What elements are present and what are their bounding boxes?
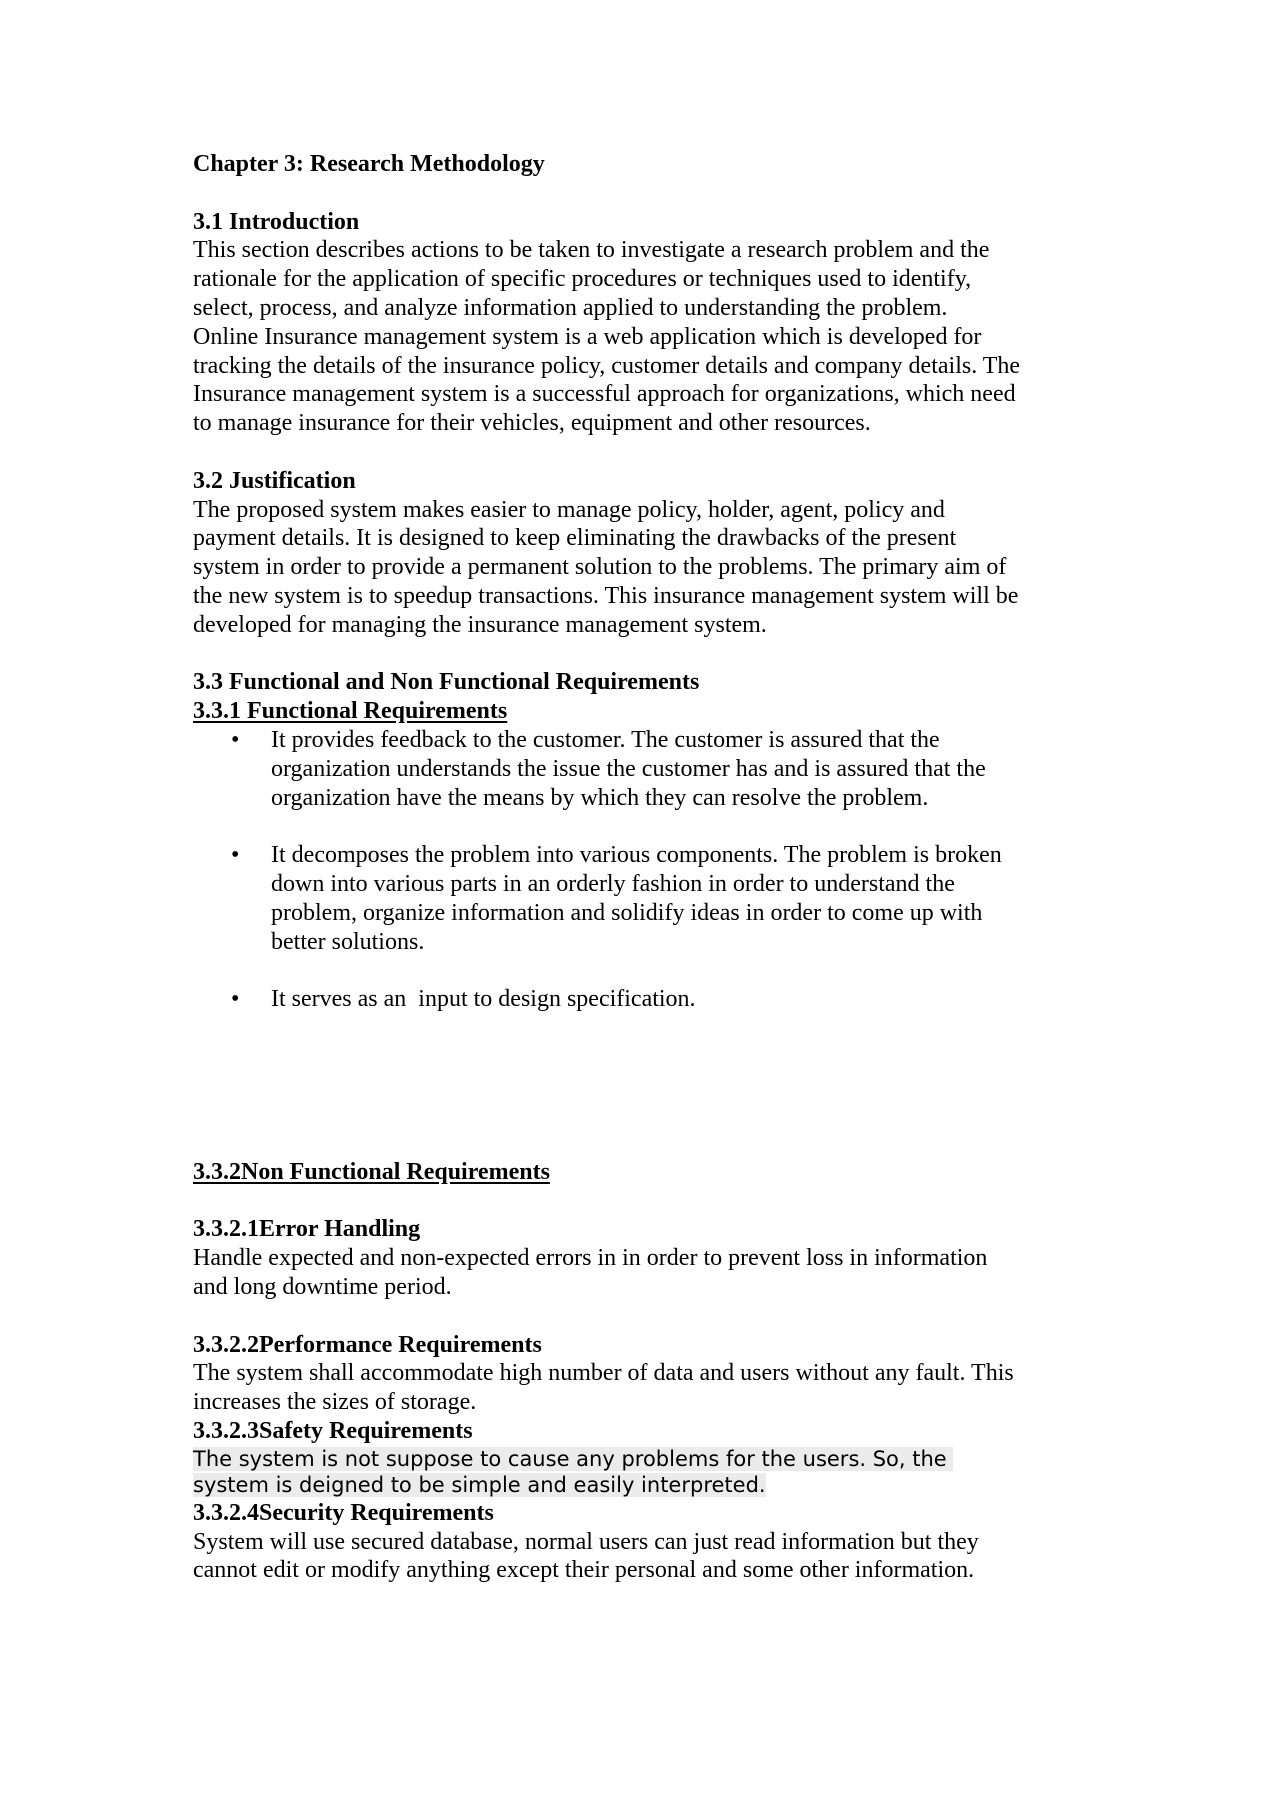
list-item-line: It decomposes the problem into various components. The problem is broken [271, 842, 1002, 869]
bullet-icon: • [231, 842, 240, 869]
paragraph-line: This section describes actions to be taken to investigate a research problem and the [193, 237, 990, 264]
spacer [193, 1302, 1093, 1331]
paragraph-line: The system shall accommodate high number of data and users without any fault. This [193, 1360, 1014, 1387]
heading-security: 3.3.2.4Security Requirements [193, 1499, 494, 1526]
paragraph-line: increases the sizes of storage. [193, 1389, 477, 1416]
list-item [193, 985, 1093, 1014]
document-page [193, 150, 1093, 1585]
bullet-icon: • [231, 986, 240, 1013]
list-item-line: It serves as an input to design specification. [271, 986, 696, 1013]
list-item-line: organization understands the issue the customer has and is assured that the [271, 755, 986, 782]
spacer [193, 1100, 1093, 1129]
heading-performance: 3.3.2.2Performance Requirements [193, 1331, 542, 1358]
spacer [193, 1129, 1093, 1158]
section-heading-introduction: 3.1 Introduction [193, 208, 360, 235]
spacer [193, 438, 1093, 467]
highlighted-text: system is deigned to be simple and easily interpreted. [193, 1473, 766, 1498]
list-item [193, 726, 1093, 812]
list-item-line: It provides feedback to the customer. The customer is assured that the [271, 726, 940, 753]
safety-paragraph [193, 1446, 1093, 1499]
highlighted-line [193, 1472, 1093, 1499]
paragraph-line: cannot edit or modify anything except their personal and some other information. [193, 1557, 975, 1584]
list-item-line: organization have the means by which they can resolve the problem. [271, 784, 929, 811]
subsection-heading-functional: 3.3.1 Functional Requirements [193, 698, 508, 725]
paragraph-line: rationale for the application of specific procedures or techniques used to identify, [193, 266, 972, 293]
paragraph-line: System will use secured database, normal users can just read information but they [193, 1528, 979, 1555]
paragraph-line: payment details. It is designed to keep eliminating the drawbacks of the present [193, 525, 957, 552]
spacer [193, 1014, 1093, 1043]
security-paragraph [193, 1528, 1093, 1586]
spacer [193, 1187, 1093, 1216]
spacer [193, 1043, 1093, 1072]
paragraph-line: developed for managing the insurance management system. [193, 611, 767, 638]
highlighted-line [193, 1446, 1093, 1473]
spacer [193, 640, 1093, 669]
heading-error-handling: 3.3.2.1Error Handling [193, 1216, 421, 1243]
paragraph-line: The proposed system makes easier to manage policy, holder, agent, policy and [193, 496, 945, 523]
list-item-line: down into various parts in an orderly fashion in order to understand the [271, 870, 955, 897]
functional-requirements-list [193, 726, 1093, 1014]
paragraph-line: Handle expected and non-expected errors in in order to prevent loss in information [193, 1245, 988, 1272]
performance-paragraph [193, 1359, 1093, 1417]
paragraph-line: the new system is to speedup transactions. This insurance management system will be [193, 582, 1019, 609]
spacer [193, 1072, 1093, 1101]
spacer [193, 179, 1093, 208]
spacer [193, 956, 1093, 985]
paragraph-line: Online Insurance management system is a web application which is developed for [193, 323, 982, 350]
list-item-line: problem, organize information and solidify ideas in order to come up with [271, 899, 983, 926]
error-handling-paragraph [193, 1244, 1093, 1302]
bullet-icon: • [231, 726, 240, 753]
paragraph-line: to manage insurance for their vehicles, equipment and other resources. [193, 410, 871, 437]
chapter-title: Chapter 3: Research Methodology [193, 151, 545, 177]
list-item [193, 841, 1093, 956]
section-heading-justification: 3.2 Justification [193, 467, 356, 494]
spacer [193, 812, 1093, 841]
heading-safety: 3.3.2.3Safety Requirements [193, 1418, 473, 1445]
justification-paragraph [193, 496, 1093, 640]
paragraph-line: tracking the details of the insurance policy, customer details and company details. The [193, 352, 1021, 379]
paragraph-line: system in order to provide a permanent solution to the problems. The primary aim of [193, 554, 1007, 581]
paragraph-line: select, process, and analyze information applied to understanding the problem. [193, 294, 948, 321]
introduction-paragraph [193, 236, 1093, 438]
list-item-line: better solutions. [271, 928, 425, 955]
paragraph-line: Insurance management system is a successful approach for organizations, which need [193, 381, 1016, 408]
subsection-heading-non-functional: 3.3.2Non Functional Requirements [193, 1158, 550, 1185]
section-heading-requirements: 3.3 Functional and Non Functional Requirements [193, 669, 700, 696]
paragraph-line: and long downtime period. [193, 1274, 452, 1301]
highlighted-text: The system is not suppose to cause any problems for the users. So, the [193, 1446, 954, 1471]
